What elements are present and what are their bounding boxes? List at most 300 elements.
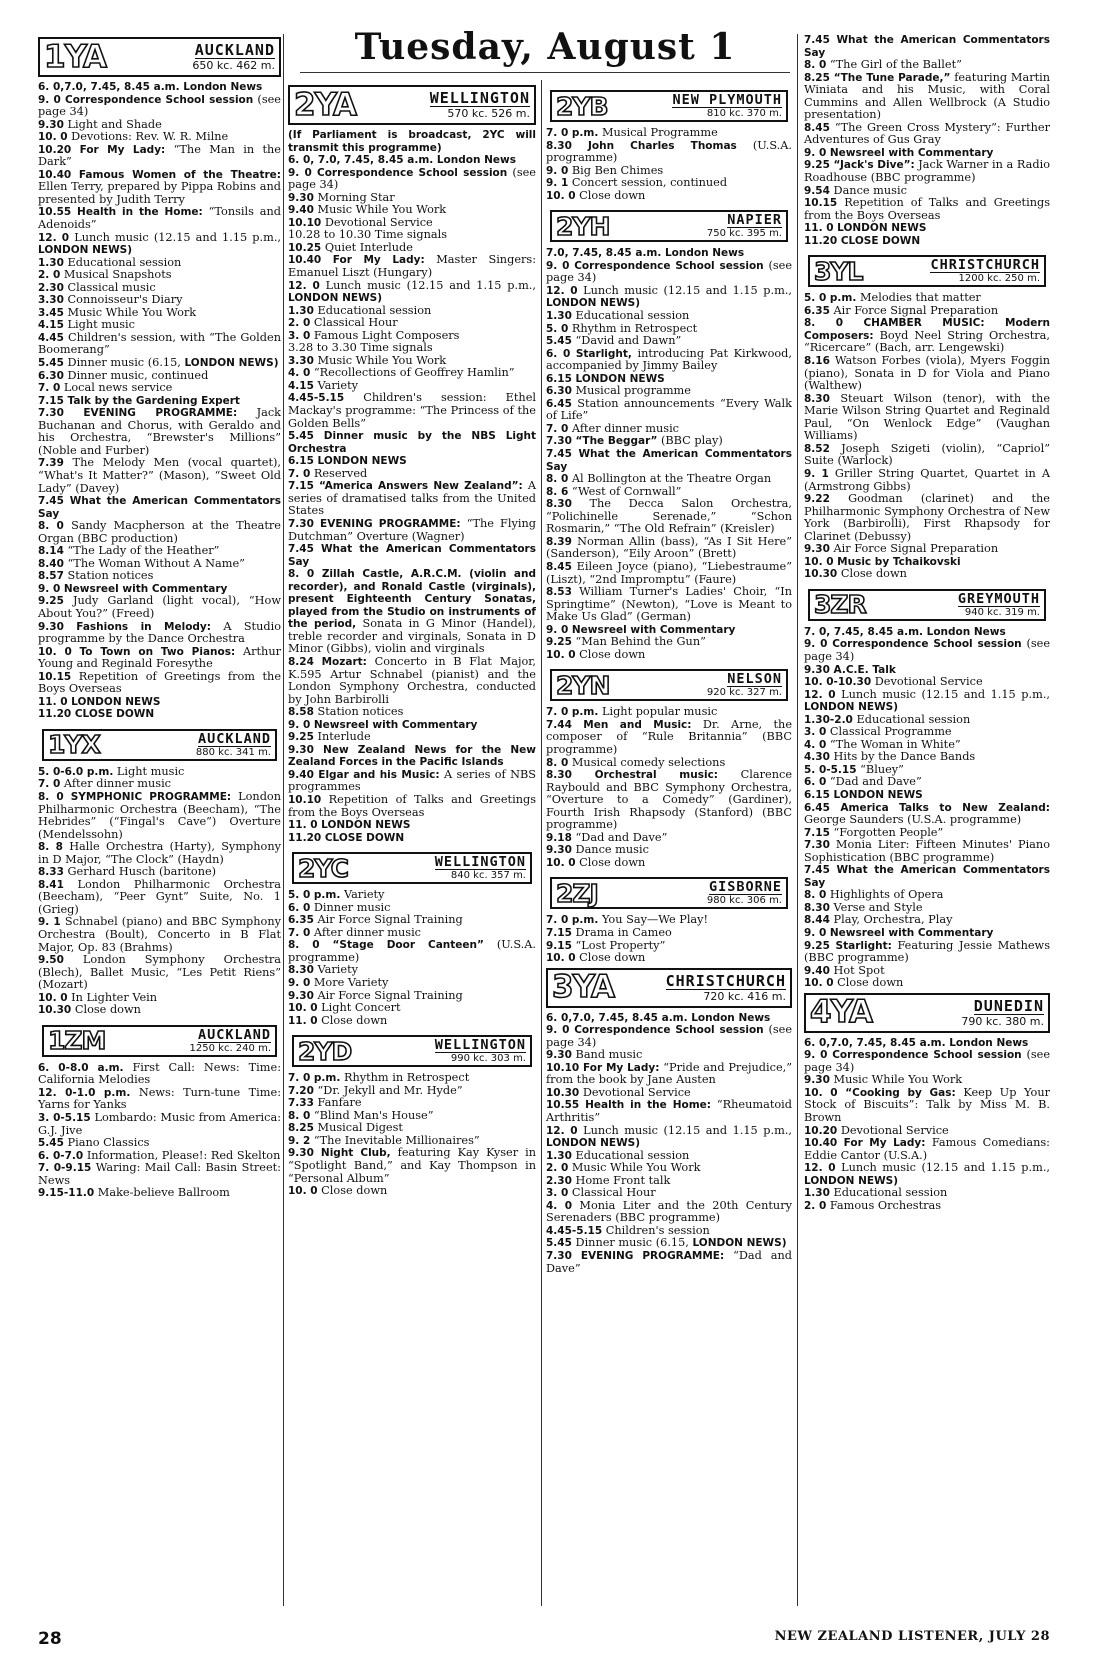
entry-text: After dinner music (63, 777, 172, 791)
entry-time: 7. 0 (546, 422, 569, 435)
entry-highlight: EVENING PROGRAMME: (320, 517, 461, 530)
entry-text: Close down (579, 188, 646, 202)
entry-time: 12. 0 (546, 284, 578, 297)
entry-text: London Symphony Orchestra (Blech), Ballet Music, “Les Petit Riens” (Mozart) (38, 953, 282, 992)
entry-text: Dinner music (6.15, (67, 356, 181, 370)
station-city: GREYMOUTH (957, 590, 1040, 607)
entry-time: 9. 0 (546, 164, 569, 177)
entry-time: 7.44 (546, 718, 572, 731)
programme-entry (38, 954, 281, 992)
entry-time: 4.15 (38, 319, 64, 332)
entry-text: Station announcements “Every Walk of Life” (546, 396, 793, 423)
programme-entry (288, 819, 536, 832)
entry-text: Music While You Work (67, 305, 197, 319)
entry-time: 8. 0 (288, 1109, 311, 1122)
entry-time: 8. 0 (38, 790, 64, 803)
entry-time: 10.20 (804, 1124, 838, 1137)
entry-time: 5. 0-6.0 p.m. (38, 765, 114, 778)
entry-time: 7.30 (804, 839, 830, 852)
entry-text: “Dad and Dave” (829, 775, 922, 789)
entry-text: Lombardo: Music from America: G.J. Jive (38, 1111, 282, 1137)
entry-time: 7.30 (288, 517, 314, 530)
entry-time: 7.30 (38, 407, 64, 420)
entry-highlight: SYMPHONIC PROGRAMME: (70, 790, 232, 803)
entry-highlight: LONDON NEWS) (184, 357, 279, 370)
programme-entry (288, 744, 536, 769)
entry-text: Famous Comedians: Eddie Cantor (U.S.A.) (804, 1136, 1050, 1162)
entry-highlight: LONDON NEWS) (804, 701, 899, 714)
programme-entry (804, 1087, 1050, 1125)
entry-time: 2. 0 (804, 1199, 827, 1212)
entry-time: 6.15 (546, 372, 572, 385)
station-frequency: 750 kc. 395 m. (706, 228, 782, 240)
entry-time: 9.15 (546, 939, 572, 952)
entry-text: Highlights of Opera (829, 888, 944, 902)
entry-text: Air Force Signal Training (317, 913, 463, 927)
station-header (550, 90, 788, 122)
entry-text: Hot Spot (833, 963, 885, 977)
entry-time: 10. 0 (546, 952, 576, 965)
entry-highlight: For My Lady: (79, 143, 166, 156)
entry-text: Ellen Terry, prepared by Pippa Robins and presented by Judith Terry (38, 180, 281, 206)
entry-time: 8. 0 (804, 889, 827, 902)
entry-text: Big Ben Chimes (571, 163, 664, 177)
station-city: AUCKLAND (197, 1026, 271, 1043)
entry-text: Dinner music (6.15, (575, 1236, 689, 1250)
station-city: CHRISTCHURCH (930, 257, 1040, 274)
entry-time: 7.45 (804, 34, 830, 46)
entry-text: Close down (579, 951, 646, 965)
programme-entry (38, 1004, 281, 1017)
entry-time: 11. 0 (288, 1014, 318, 1027)
station-city: NAPIER (727, 212, 782, 229)
programme-entry (546, 1125, 792, 1150)
station-frequency: 920 kc. 327 m. (706, 687, 782, 699)
entry-time: 1.30 (546, 1149, 572, 1162)
entry-text: Home Front talk (575, 1173, 671, 1187)
entry-highlight: Music by Tchaikovski (837, 555, 961, 568)
entry-text: Al Bollington at the Theatre Organ (571, 472, 772, 486)
entry-text: Devotions: Rev. W. R. Milne (71, 130, 229, 144)
programme-entry (804, 626, 1050, 639)
entry-text: Lunch music (12.15 and 1.15 p.m., (583, 283, 793, 297)
station-city: WELLINGTON (429, 89, 530, 107)
entry-highlight: What the American Commentators Say (546, 448, 792, 473)
entry-highlight: LONDON NEWS (575, 372, 665, 385)
station-city: CHRISTCHURCH (665, 971, 786, 990)
entry-text: Educational session (575, 1148, 690, 1162)
programme-entry (288, 731, 536, 744)
entry-time: 9. 0 (804, 638, 828, 651)
entry-text: A Studio programme by the Dance Orchestra (38, 619, 282, 646)
station-info (112, 42, 275, 72)
entry-time: 9.30 (288, 743, 314, 756)
entry-highlight: CLOSE DOWN (74, 708, 155, 721)
station-logo: 3YL (814, 256, 863, 286)
station-info (106, 732, 271, 758)
column-4 (804, 34, 1050, 1212)
programme-entry (288, 154, 536, 167)
station-city: GISBORNE (708, 879, 782, 896)
programme-entry (38, 671, 281, 696)
entry-text: Norman Allin (bass), “As I Sit Here” (Sanderson), “Eily Aroon” (Brett) (546, 534, 793, 561)
entry-time: 5.45 (546, 1237, 572, 1250)
entry-text: Repetition of Talks and Greetings from the Boys Overseas (804, 196, 1051, 222)
station-logo: 2YB (556, 91, 608, 121)
entry-highlight: “The Tune Parade,” (833, 71, 951, 84)
entry-time: 10. 0 (288, 1002, 318, 1015)
entry-time: 9. 1 (546, 177, 569, 190)
station-frequency: 810 kc. 370 m. (706, 108, 782, 119)
entry-text: More Variety (313, 976, 389, 989)
entry-time: 4. 0 (288, 367, 311, 380)
entry-text: Educational session (67, 255, 182, 269)
entry-time: 6. 0,7.0, 7.45, 8.45 a.m. (546, 1011, 688, 1024)
programme-entry (804, 393, 1050, 443)
station-info (354, 855, 526, 881)
entry-time: 10.15 (804, 197, 838, 210)
entry-text: Monia Liter: Fifteen Minutes' Piano Sophistication (BBC programme) (804, 838, 1050, 864)
entry-text: Light music (116, 764, 185, 778)
entry-highlight: London News (436, 154, 516, 167)
entry-highlight: LONDON NEWS) (546, 297, 641, 310)
programme-entry (546, 435, 792, 448)
entry-time: 10. 0 (546, 189, 576, 202)
entry-text: A series of NBS programmes (288, 767, 536, 794)
programme-entry (38, 708, 281, 721)
entry-time: 8.57 (38, 570, 64, 583)
entry-time: 8.41 (38, 878, 64, 891)
entry-text: Classical Hour (571, 1186, 656, 1200)
entry-time: 4. 0 (804, 738, 827, 751)
entry-time: 5.45 (546, 335, 572, 348)
entry-highlight: LONDON NEWS (837, 222, 927, 235)
programme-entry (804, 914, 1050, 927)
entry-time: 3. 0 (288, 329, 311, 342)
programme-entry (288, 832, 536, 845)
station-frequency: 790 kc. 380 m. (961, 1014, 1044, 1028)
entry-time: 9.30 (38, 118, 64, 131)
entry-time: 9.40 (288, 204, 314, 217)
programme-entry (804, 789, 1050, 802)
entry-text: London Philharmonic Orchestra (Beecham), “Peer Gynt” Suite, No. 1 (Grieg) (38, 877, 282, 916)
entry-time: 10. 0 (804, 555, 834, 568)
station-info (614, 93, 782, 119)
entry-time: 8.53 (546, 586, 572, 599)
entry-highlight: For My Lady: (843, 1137, 926, 1150)
station-frequency: 720 kc. 416 m. (703, 989, 786, 1003)
entry-text: Information, Please!: Red Skelton (86, 1148, 281, 1162)
entry-text: Morning Star (317, 190, 395, 204)
entry-highlight: What the American Commentators Say (804, 34, 1050, 59)
entry-time: 8.30 (804, 392, 830, 405)
entry-text: Musical programme (575, 384, 691, 398)
programme-entry (804, 543, 1050, 556)
station-city: AUCKLAND (194, 41, 275, 59)
programme-entry (804, 222, 1050, 235)
programme-entry (546, 285, 792, 310)
entry-time: 7.45 (546, 448, 572, 461)
entry-time: 5. 0 p.m. (288, 889, 341, 902)
programme-entry (804, 1037, 1050, 1050)
station-header (42, 729, 277, 761)
entry-text: Air Force Signal Preparation (833, 303, 999, 317)
station-header (550, 877, 788, 909)
programme-entry (804, 839, 1050, 864)
entry-text: “Forgotten People” (833, 825, 944, 839)
entry-text: Master Singers: Emanuel Liszt (Hungary) (288, 253, 537, 280)
entry-time: 10.30 (804, 568, 838, 581)
entry-text: Band music (575, 1048, 643, 1062)
entry-text: Rhythm in Retrospect (571, 321, 698, 335)
entry-text: 10.28 to 10.30 Time signals (288, 228, 447, 242)
entry-time: 12. 0 (288, 279, 320, 292)
station-header (292, 1035, 532, 1067)
entry-time: 10.30 (546, 1086, 580, 1099)
entry-time: 8.25 (804, 71, 830, 84)
programme-entry (288, 430, 536, 455)
entry-highlight: Correspondence School session (574, 1024, 764, 1037)
entry-highlight: Zillah Castle, A.R.C.M. (violin and recorder), and Ronald Castle (virginals), present Eighteenth Century Sonatas, played from the Studio on instruments of the period, (288, 568, 536, 631)
entry-text: (see page 34) (804, 1048, 1051, 1074)
entry-time: 6.30 (38, 369, 64, 382)
programme-entry (38, 841, 281, 866)
entry-text: Clarence Raybould and BBC Symphony Orchestra, “Overture to a Comedy” (Gardiner), Fourth Irish Rhapsody (Stanford) (BBC programme) (546, 768, 793, 832)
station-city: NELSON (727, 671, 782, 688)
programme-entry (38, 520, 281, 545)
entry-highlight: London News (691, 1011, 771, 1024)
entry-text: Close down (837, 976, 904, 990)
entry-highlight: “Stage Door Canteen” (332, 939, 484, 952)
entry-text: Dance music (575, 843, 649, 857)
entry-time: 9. 0 (288, 166, 312, 179)
entry-text: Musical Snapshots (63, 268, 172, 282)
entry-time: 9. 2 (288, 1134, 311, 1147)
entry-text: Boyd Neel String Orchestra, “Ricercare” (Bach, arr. Lengewski) (804, 328, 1051, 355)
entry-highlight: LONDON NEWS) (38, 244, 133, 257)
station-frequency: 650 kc. 462 m. (192, 59, 275, 72)
entry-time: 8.14 (38, 545, 64, 558)
entry-time: 10.25 (288, 241, 322, 254)
programme-entry (804, 1200, 1050, 1213)
entry-text: Light Concert (321, 1001, 401, 1015)
entry-text: News: Turn-tune Time: Yarns for Yanks (38, 1085, 281, 1112)
entry-text: (see page 34) (546, 258, 793, 285)
entry-time: 7.45 (38, 495, 64, 508)
entry-text: Variety (317, 378, 358, 392)
entry-time: 2. 0 (288, 317, 311, 330)
entry-time: 6. 0,7.0, 7.45, 8.45 a.m. (38, 81, 180, 93)
entry-time: 10. 0-10.30 (804, 676, 872, 689)
entry-highlight: Fashions in Melody: (76, 620, 211, 633)
entry-time: 8.44 (804, 914, 830, 927)
entry-highlight: John Charles Thomas (587, 139, 737, 152)
entry-text: Fanfare (317, 1096, 362, 1110)
entry-time: 8.30 (546, 139, 572, 152)
entry-text: Educational session (317, 303, 432, 317)
station-frequency: 940 kc. 319 m. (964, 606, 1040, 618)
entry-time: 10. 0 (38, 131, 68, 144)
entry-time: 6.45 (804, 801, 830, 814)
station-logo: 2ZJ (556, 878, 598, 908)
entry-text: “Man Behind the Gun” (575, 635, 706, 649)
entry-time: 9. 0 (546, 259, 570, 272)
station-header (550, 210, 788, 242)
entry-text: Educational session (575, 309, 690, 323)
entry-highlight: Newsreel with Commentary (63, 582, 228, 595)
station-info (362, 90, 530, 120)
entry-text: Light music (67, 318, 135, 332)
entry-text: Children's session (605, 1223, 710, 1237)
entry-time: 5. 0 p.m. (804, 292, 857, 305)
entry-highlight: CLOSE DOWN (324, 831, 405, 844)
entry-time: 11. 0 (804, 222, 834, 235)
entry-time: 1.30 (38, 256, 64, 269)
entry-time: 9. 0 (804, 927, 827, 939)
entry-time: 7.39 (38, 457, 64, 470)
entry-text: Dr. Arne, the composer of “Rule Britannia” (BBC programme) (546, 717, 793, 756)
entry-text: Close down (840, 567, 907, 581)
station-logo: 4YA (810, 994, 873, 1031)
programme-entry (38, 646, 281, 671)
programme-entry (288, 167, 536, 192)
entry-time: 7. 0 p.m. (546, 914, 599, 927)
entry-text: (see page 34) (288, 165, 536, 192)
programme-entry (804, 72, 1050, 122)
station-logo: 2YD (298, 1036, 352, 1066)
entry-text: Goodman (clarinet) and the Philharmonic Symphony Orchestra of New York (Barbirolli), First Rhapsody for Clarinet (Debussy) (804, 492, 1050, 543)
station-frequency: 1250 kc. 240 m. (189, 1042, 271, 1054)
entry-highlight: “Jack's Dive”: (833, 159, 915, 172)
entry-text: “Recollections of Geoffrey Hamlin” (313, 366, 515, 380)
programme-entry (546, 1062, 792, 1087)
entry-text: “The Woman Without A Name” (67, 556, 245, 570)
entry-highlight: Correspondence School session (574, 259, 764, 272)
programme-entry (804, 751, 1050, 764)
entry-text: Piano Classics (67, 1136, 150, 1150)
entry-time: 7. 0 (288, 467, 311, 480)
programme-entry (38, 457, 281, 495)
entry-text: Interlude (317, 730, 371, 744)
entry-text: Verse and Style (833, 900, 923, 914)
entry-time: 7. 0-9.15 (38, 1162, 92, 1175)
entry-time: 2.30 (546, 1174, 572, 1187)
entry-text: Close down (579, 647, 646, 661)
entry-time: 6.15 (804, 788, 830, 801)
entry-highlight: To Town on Two Pianos: (79, 645, 236, 658)
programme-entry (288, 543, 536, 568)
entry-time: 7. 0 (38, 778, 61, 791)
entry-text: “The Flying Dutchman” Overture (Wagner) (288, 516, 537, 543)
station-header (808, 589, 1046, 621)
entry-text: Music While You Work (317, 203, 447, 217)
programme-entry (546, 190, 792, 203)
entry-text: Repetition of Greetings from the Boys Overseas (38, 669, 282, 696)
entry-time: 3.30 (288, 354, 314, 367)
programme-entry (288, 392, 536, 430)
entry-highlight: LONDON NEWS (321, 819, 411, 832)
entry-time: 7.15 (546, 926, 572, 939)
programme-entry (288, 518, 536, 543)
entry-highlight: EVENING PROGRAMME: (83, 407, 238, 420)
station-header (42, 1025, 277, 1057)
entry-time: 11. 0 (288, 819, 318, 832)
entry-text: introducing Pat Kirkwood, accompanied by Jimmy Bailey (546, 346, 792, 373)
entry-text: Concerto in B Flat Major, K.595 Artur Schnabel (pianist) and the London Symphony Orchestra, conducted by John Barbirolli (288, 654, 537, 706)
entry-time: 9.25 (804, 939, 830, 952)
programme-entry (804, 355, 1050, 393)
entry-highlight: Newsreel with Commentary (313, 718, 478, 731)
station-header (38, 37, 281, 77)
entry-text: Melodies that matter (859, 291, 981, 305)
entry-time: 6. 0-8.0 a.m. (38, 1061, 124, 1074)
entry-highlight: America Talks to New Zealand: (840, 801, 1051, 814)
entry-time: 3. 0 (804, 726, 827, 739)
entry-text: Dinner music, continued (67, 368, 209, 382)
entry-highlight: LONDON NEWS (71, 695, 161, 708)
entry-time: 9. 0 (546, 623, 569, 636)
entry-time: 4. 0 (546, 1199, 573, 1212)
entry-time: 7.15 (38, 394, 64, 407)
station-logo: 3YA (552, 969, 615, 1006)
entry-highlight: Starlight, (575, 347, 632, 360)
programme-entry (38, 791, 281, 841)
station-city: DUNEDIN (973, 996, 1044, 1015)
entry-text: “David and Dawn” (575, 334, 682, 348)
entry-text: “Tonsils and Adenoids” (38, 205, 281, 232)
entry-text: Dinner music (313, 900, 391, 914)
programme-entry (546, 448, 792, 473)
entry-text: Jack Warner in a Radio Roadhouse (BBC programme) (804, 158, 1051, 185)
entry-time: 10.55 (546, 1099, 580, 1112)
programme-entry (804, 1162, 1050, 1187)
entry-text: Waring: Mail Call: Basin Street: News (38, 1161, 281, 1187)
entry-time: 9. 0 (38, 93, 61, 106)
entry-text: Connoisseur's Diary (67, 293, 183, 307)
entry-time: 2.30 (38, 281, 64, 294)
entry-time: 10. 0 (38, 991, 68, 1004)
entry-highlight: Correspondence School session (317, 166, 508, 179)
entry-time: 10. 0 (288, 1185, 318, 1198)
entry-highlight: LONDON NEWS) (546, 1137, 641, 1150)
entry-time: 9.25 (546, 636, 572, 649)
page-title: Tuesday, August 1 (354, 26, 736, 68)
entry-time: 9. 0 (288, 718, 311, 731)
programme-entry (38, 879, 281, 917)
entry-time: 9. 0 (288, 977, 311, 989)
entry-text: Sandy Macpherson at the Theatre Organ (BBC production) (38, 519, 281, 545)
entry-time: 11.20 (804, 234, 838, 247)
entry-text: A series of dramatised talks from the United States (288, 479, 537, 518)
entry-highlight: “America Answers New Zealand”: (319, 480, 523, 493)
entry-text: Classical music (67, 280, 156, 294)
entry-time: 10.15 (38, 670, 72, 683)
programme-entry (804, 977, 1050, 990)
entry-text: “West of Cornwall” (571, 484, 682, 498)
entry-time: 9.30 (546, 844, 572, 857)
entry-time: 8.52 (804, 442, 830, 455)
programme-entry (288, 480, 536, 518)
programme-entry (546, 260, 792, 285)
entry-time: 10.40 (288, 254, 322, 267)
entry-text: Joseph Szigeti (violin), “Capriol” Suite (Warlock) (804, 441, 1051, 468)
page-number: 28 (38, 1629, 62, 1649)
programme-entry (804, 1137, 1050, 1162)
programme-entry (804, 1049, 1050, 1074)
entry-time: 7.15 (288, 480, 314, 493)
programme-entry (804, 638, 1050, 663)
entry-text: featuring Kay Kyser in “Spotlight Band,” and Kay Thompson in “Personal Album” (288, 1146, 537, 1185)
